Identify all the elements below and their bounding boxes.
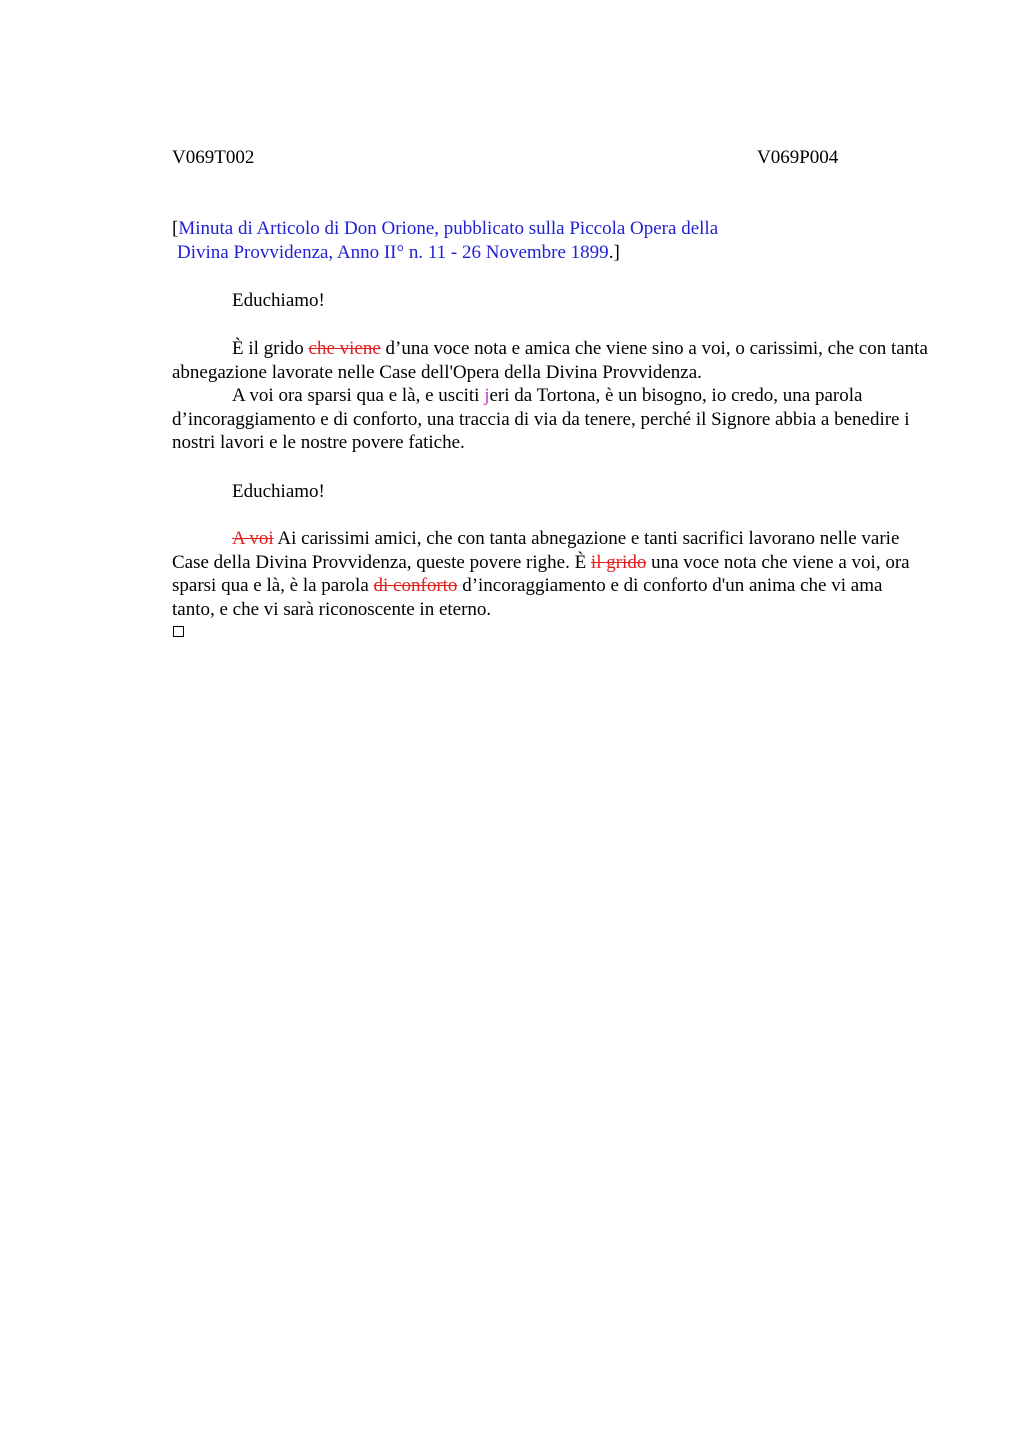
section-1-paragraph-1 — [172, 337, 928, 384]
editor-note-line-1 — [172, 217, 872, 241]
inserted-text: j — [484, 385, 490, 406]
document-code: V069T002 — [172, 147, 255, 168]
deleted-text: di conforto — [373, 575, 458, 596]
text-run: una voce nota che viene a voi, ora sparsi qua e là, è la parola — [172, 551, 910, 596]
section-2-body — [172, 527, 928, 621]
text-run: È il grido — [232, 338, 309, 359]
text-run: d’una voce nota e amica che viene sino a voi, o carissimi, che con tanta abnegazione lavorate nelle Case dell'Opera della Divina Provvidenza. — [172, 338, 928, 383]
close-bracket: .] — [608, 242, 620, 263]
section-1-paragraph-2 — [172, 384, 928, 455]
text-run: d’incoraggiamento e di conforto d'un anima che vi ama tanto, e che vi sarà riconoscente in eterno. — [172, 575, 883, 620]
editor-note-text-1: Minuta di Articolo di Don Orione, pubblicato sulla Piccola Opera della — [178, 218, 719, 239]
section-1-heading: Educhiamo! — [232, 290, 325, 311]
section-2-heading: Educhiamo! — [232, 481, 325, 502]
section-1-body — [172, 337, 928, 455]
deleted-text: il grido — [590, 551, 647, 573]
deleted-text: A voi — [232, 528, 274, 549]
editor-note — [172, 217, 872, 265]
page-code: V069P004 — [757, 147, 839, 168]
text-run: eri da Tortona, è un bisogno, io credo, una parola d’incoraggiamento e di conforto, una traccia di via da tenere, perché il Signore abbia a benedire i nostri lavori e le nostre povere fatiche. — [172, 385, 910, 453]
deleted-text: che viene — [308, 338, 381, 359]
editor-note-line-2 — [172, 241, 872, 265]
end-of-document-square-icon — [173, 626, 184, 637]
text-run: A voi ora sparsi qua e là, e usciti — [232, 385, 485, 406]
text-run: Ai carissimi amici, che con tanta abnegazione e tanti sacrifici lavorano nelle varie Case della Divina Provvidenza, queste povere righe. È — [172, 528, 900, 573]
editor-note-text-2: Divina Provvidenza, Anno II° n. 11 - 26 Novembre 1899 — [177, 242, 609, 263]
section-2-paragraph — [172, 527, 928, 621]
open-bracket: [ — [172, 218, 179, 239]
